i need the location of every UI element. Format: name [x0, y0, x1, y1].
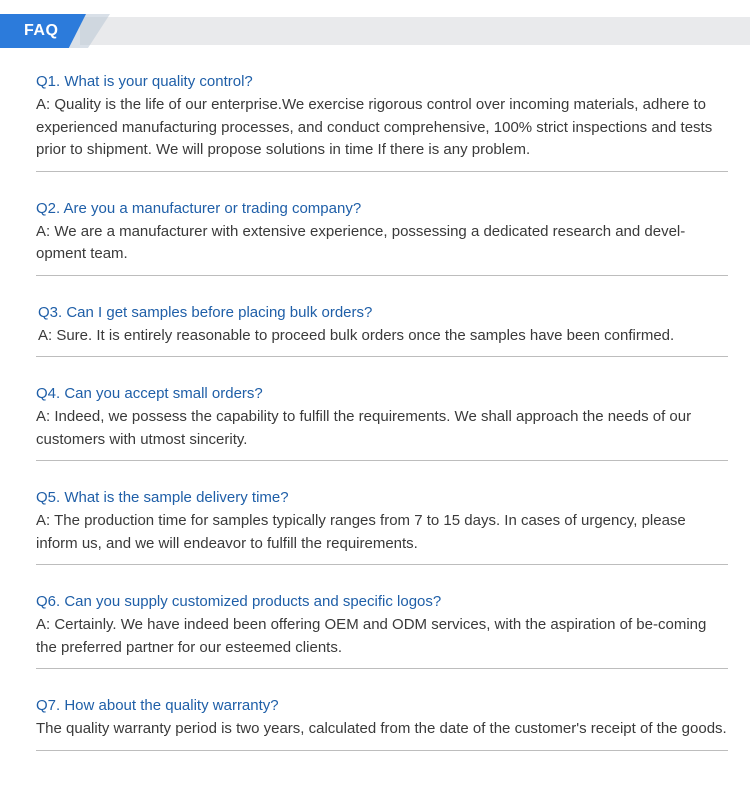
faq-item-5 [36, 486, 728, 565]
faq-answer: A: We are a manufacturer with extensive experience, possessing a dedicated research and devel-opment team. [36, 222, 686, 262]
header-bar [80, 17, 750, 45]
faq-header [0, 14, 750, 48]
faq-answer: The quality warranty period is two years, calculated from the date of the customer's receipt of the goods. [36, 720, 727, 737]
faq-item-1 [36, 70, 728, 172]
faq-answer: A: Sure. It is entirely reasonable to proceed bulk orders once the samples have been confirmed. [38, 326, 675, 344]
faq-item-4 [36, 382, 728, 461]
faq-answer: A: Indeed, we possess the capability to fulfill the requirements. We shall approach the needs of our customers with utmost sincerity. [36, 408, 692, 448]
faq-question: Q1. What is your quality control? [36, 73, 253, 90]
faq-item-2 [36, 197, 728, 276]
faq-question: Q5. What is the sample delivery time? [36, 489, 289, 506]
faq-list [36, 70, 728, 751]
faq-question: Q4. Can you accept small orders? [36, 385, 263, 402]
page-title: FAQ [24, 22, 59, 39]
faq-item-3 [36, 301, 728, 358]
faq-item-6 [36, 590, 728, 669]
faq-answer: A: The production time for samples typically ranges from 7 to 15 days. In cases of urgency, please inform us, and we will endeavor to fulfill the requirements. [36, 512, 686, 552]
faq-item-7 [36, 694, 728, 751]
faq-question: Q6. Can you supply customized products and specific logos? [36, 593, 442, 610]
faq-question: Q3. Can I get samples before placing bulk orders? [38, 303, 373, 321]
faq-question: Q2. Are you a manufacturer or trading company? [36, 199, 362, 217]
faq-answer: A: Quality is the life of our enterprise.We exercise rigorous control over incoming materials, adhere to experienced manufacturing processes, and conduct comprehensive, 100% strict inspections and tests prior to shipment. We will propose solutions in time If there is any problem. [36, 96, 713, 158]
faq-question: Q7. How about the quality warranty? [36, 697, 279, 714]
faq-answer: A: Certainly. We have indeed been offering OEM and ODM services, with the aspiration of be-coming the preferred partner for our esteemed clients. [36, 616, 707, 656]
